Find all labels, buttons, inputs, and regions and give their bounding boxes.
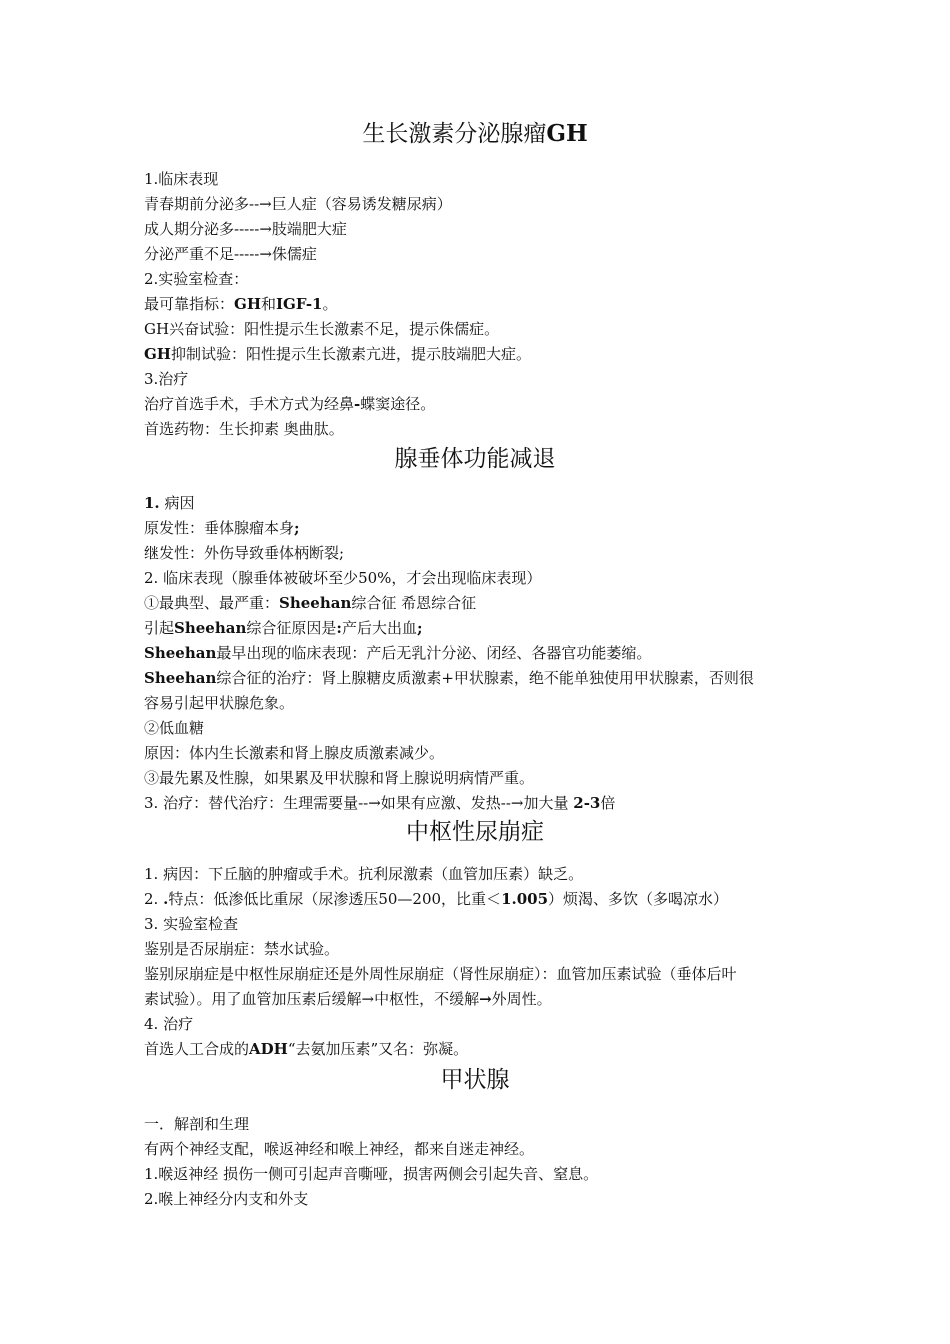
paragraph-line: 4. 治疗 xyxy=(144,1015,194,1033)
paragraph-line: 2. 临床表现（腺垂体被破坏至少50%，才会出现临床表现） xyxy=(144,569,542,587)
paragraph-line: 继发性：外伤导致垂体柄断裂; xyxy=(144,544,345,562)
paragraph-line: 鉴别是否尿崩症：禁水试验。 xyxy=(144,940,340,958)
paragraph-line: GH抑制试验：阳性提示生长激素亢进，提示肢端肥大症。 xyxy=(144,345,531,363)
paragraph-line: 鉴别尿崩症是中枢性尿崩症还是外周性尿崩症（肾性尿崩症）：血管加压素试验（垂体后叶 xyxy=(144,965,737,983)
paragraph-line: 原因：体内生长激素和肾上腺皮质激素减少。 xyxy=(144,744,445,762)
paragraph-line: GH兴奋试验：阳性提示生长激素不足，提示侏儒症。 xyxy=(144,320,500,338)
section-title: 甲状腺 xyxy=(440,1067,510,1093)
paragraph-line: 成人期分泌多-----→肢端肥大症 xyxy=(144,220,347,238)
paragraph-line: 首选人工合成的ADH“去氨加压素”又名：弥凝。 xyxy=(144,1040,469,1058)
paragraph-line: 1.临床表现 xyxy=(144,170,219,188)
paragraph-line: 1. 病因 xyxy=(144,494,195,512)
paragraph-line: 容易引起甲状腺危象。 xyxy=(144,694,295,712)
paragraph-line: 引起Sheehan综合征原因是:产后大出血; xyxy=(144,619,423,637)
paragraph-line: Sheehan综合征的治疗：肾上腺糖皮质激素+甲状腺素，绝不能单独使用甲状腺素，否则很 xyxy=(144,669,754,687)
paragraph-line: 3. 实验室检查 xyxy=(144,915,239,933)
paragraph-line: 素试验）。用了血管加压素后缓解→中枢性，不缓解→外周性。 xyxy=(144,990,552,1008)
section-title: 中枢性尿崩症 xyxy=(406,819,544,845)
paragraph-line: ②低血糖 xyxy=(144,719,205,737)
paragraph-line: 2.实验室检查： xyxy=(144,270,249,288)
section-title: 生长激素分泌腺瘤GH xyxy=(362,120,588,147)
paragraph-line: 最可靠指标：GH和IGF-1。 xyxy=(144,295,338,313)
paragraph-line: 2.喉上神经分内支和外支 xyxy=(144,1190,309,1208)
paragraph-line: 有两个神经支配，喉返神经和喉上神经，都来自迷走神经。 xyxy=(144,1140,535,1158)
paragraph-line: 3.治疗 xyxy=(144,370,189,388)
paragraph-line: 1. 病因：下丘脑的肿瘤或手术。抗利尿激素（血管加压素）缺乏。 xyxy=(144,865,584,883)
paragraph-line: 原发性：垂体腺瘤本身; xyxy=(144,519,300,537)
paragraph-line: Sheehan最早出现的临床表现：产后无乳汁分泌、闭经、各器官功能萎缩。 xyxy=(144,644,652,662)
paragraph-line: 分泌严重不足-----→侏儒症 xyxy=(144,245,317,263)
paragraph-line: 一．解剖和生理 xyxy=(144,1115,250,1133)
paragraph-line: 首选药物：生长抑素 奥曲肽。 xyxy=(144,420,344,438)
paragraph-line: ③最先累及性腺，如果累及甲状腺和肾上腺说明病情严重。 xyxy=(144,769,535,787)
paragraph-line: 2. .特点：低渗低比重尿（尿渗透压50—200，比重＜1.005）烦渴、多饮（多喝凉水） xyxy=(144,890,729,908)
paragraph-line: 1.喉返神经 损伤一侧可引起声音嘶哑，损害两侧会引起失音、窒息。 xyxy=(144,1165,599,1183)
section-title: 腺垂体功能减退 xyxy=(394,446,556,472)
paragraph-line: 治疗首选手术，手术方式为经鼻-蝶窦途径。 xyxy=(144,395,436,413)
paragraph-line: ①最典型、最严重：Sheehan综合征 希恩综合征 xyxy=(144,594,477,612)
paragraph-line: 3. 治疗：替代治疗：生理需要量--→如果有应激、发热--→加大量 2-3倍 xyxy=(144,794,616,812)
paragraph-line: 青春期前分泌多--→巨人症（容易诱发糖尿病） xyxy=(144,195,452,213)
